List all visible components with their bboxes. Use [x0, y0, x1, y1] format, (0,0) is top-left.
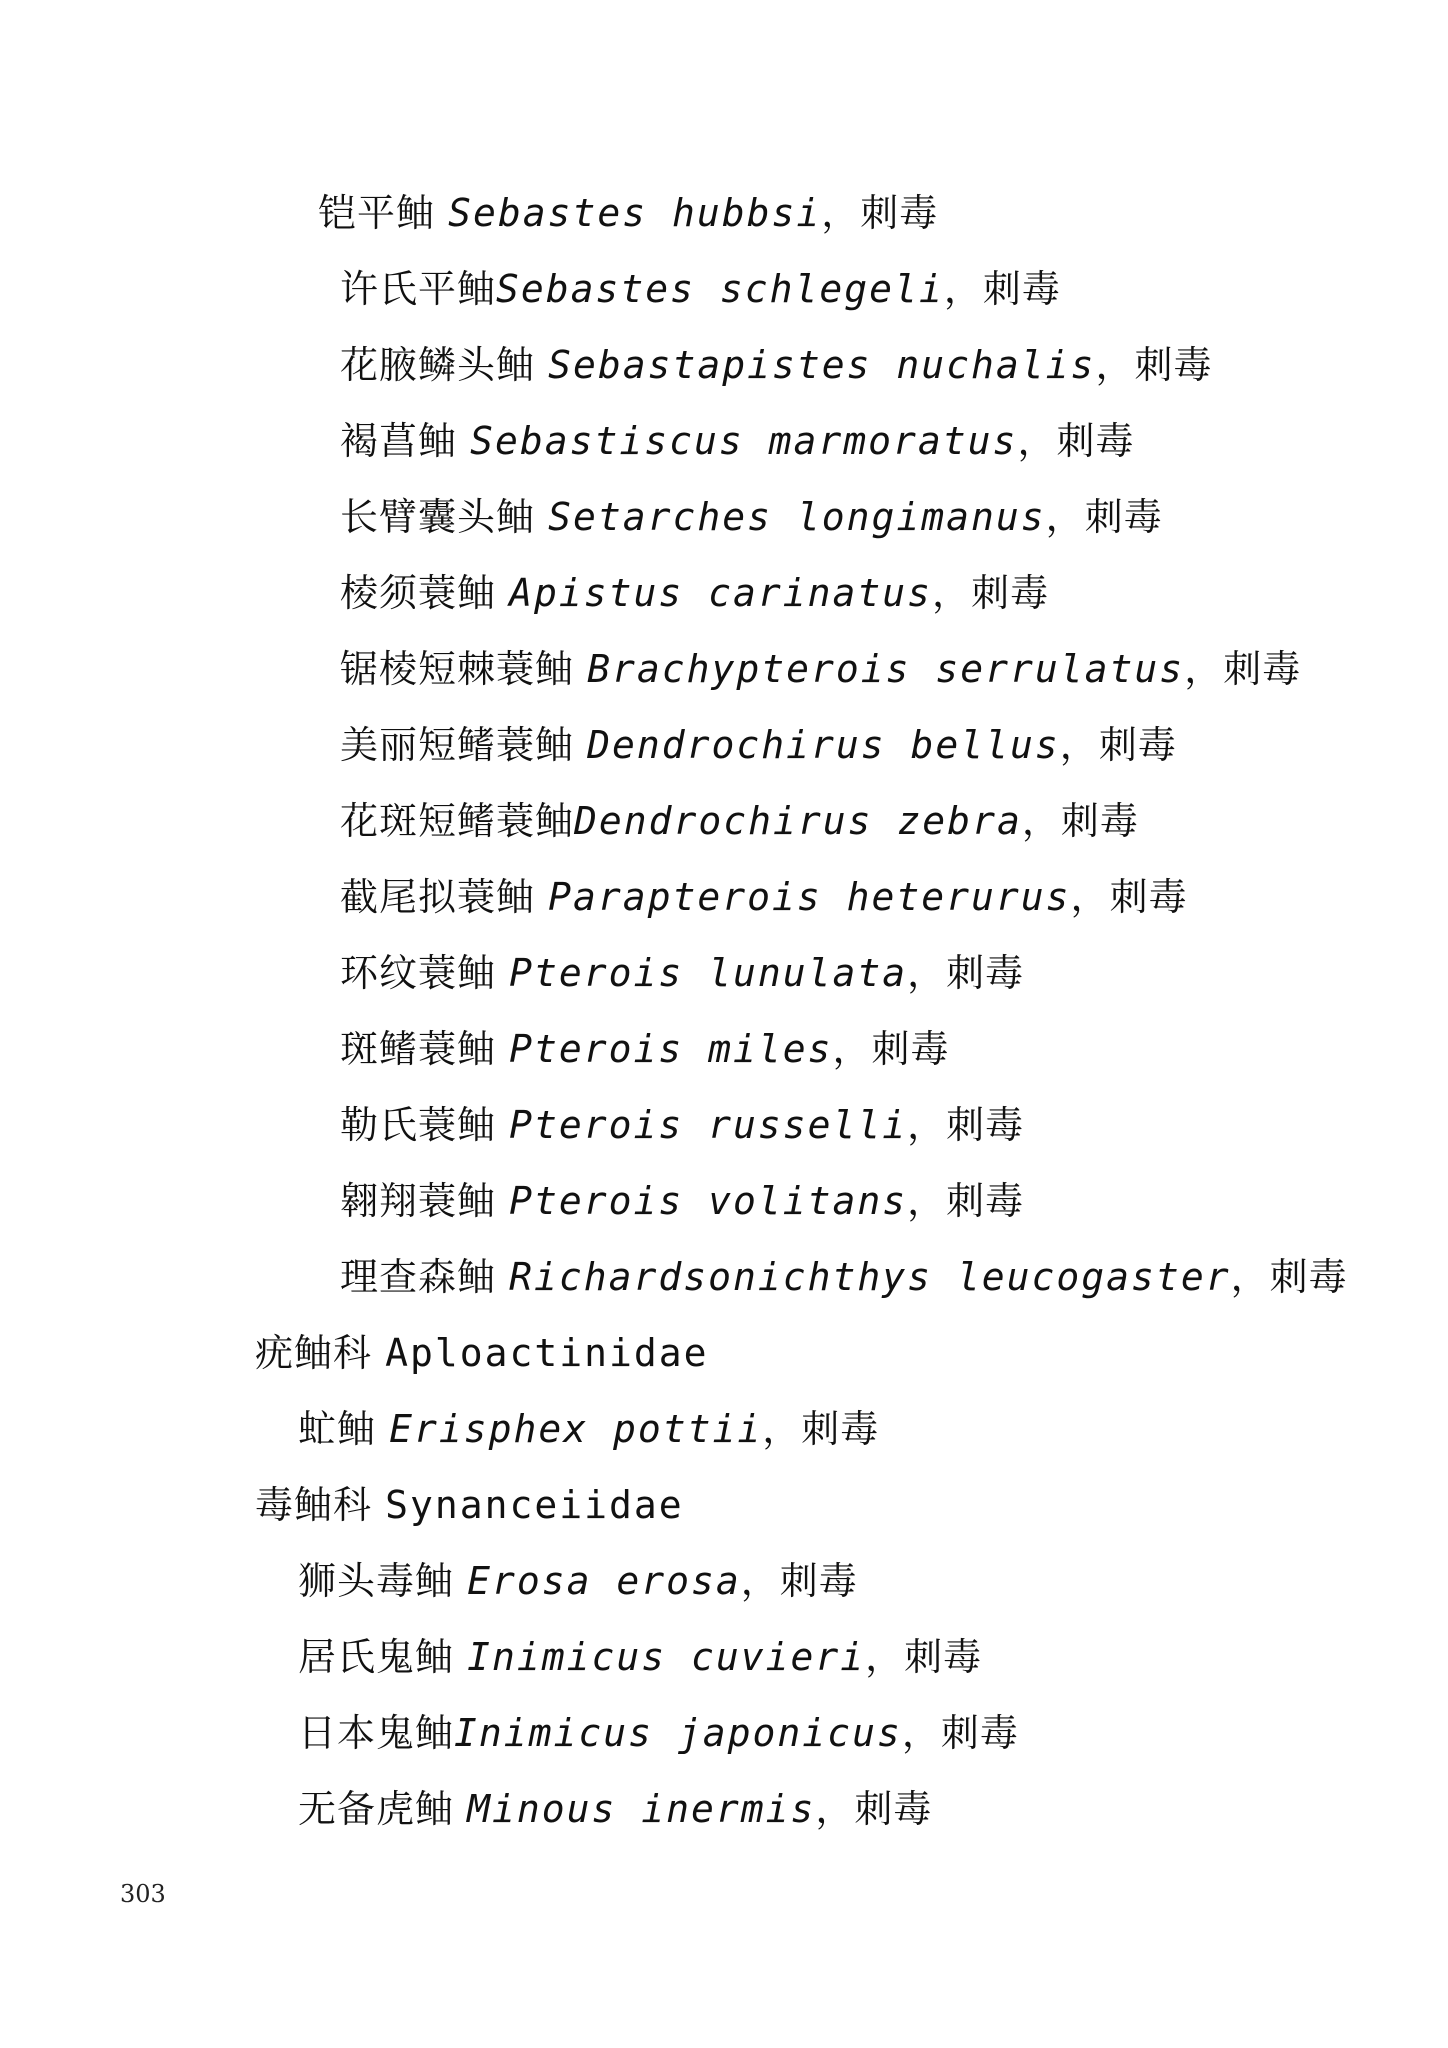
species-entry — [340, 1178, 1024, 1224]
species-scientific-name: Parapterois heterurus — [548, 875, 1071, 919]
species-entry — [340, 418, 1134, 464]
species-entry — [340, 494, 1163, 540]
toxicity-type: 刺毒 — [1056, 419, 1135, 463]
species-entry — [340, 342, 1212, 388]
species-entry — [340, 950, 1024, 996]
species-chinese-name: 锯棱短棘蓑鲉 — [340, 647, 575, 691]
separator: ， — [762, 1407, 802, 1451]
species-entry — [298, 1786, 932, 1832]
separator: ， — [932, 571, 972, 615]
toxicity-type: 刺毒 — [801, 1407, 880, 1451]
separator: ， — [1184, 647, 1224, 691]
species-chinese-name: 美丽短鳍蓑鲉 — [340, 723, 575, 767]
species-chinese-name: 虻鲉 — [298, 1407, 377, 1451]
separator: ， — [1017, 419, 1057, 463]
species-scientific-name: Dendrochirus bellus — [587, 723, 1060, 767]
species-scientific-name: Sebastes hubbsi — [448, 191, 822, 235]
separator: ， — [821, 191, 861, 235]
species-chinese-name: 截尾拟蓑鲉 — [340, 875, 536, 919]
family-latin-name: Aploactinidae — [385, 1331, 709, 1375]
toxicity-type: 刺毒 — [860, 191, 939, 235]
family-heading — [255, 1330, 709, 1376]
species-chinese-name: 勒氏蓑鲉 — [340, 1103, 497, 1147]
separator: ， — [1230, 1255, 1270, 1299]
toxicity-type: 刺毒 — [1109, 875, 1188, 919]
separator: ， — [1021, 799, 1061, 843]
separator: ， — [1059, 723, 1099, 767]
separator: ， — [907, 1103, 947, 1147]
species-entry — [340, 1254, 1348, 1300]
species-scientific-name: Dendrochirus zebra — [574, 799, 1022, 843]
separator: ， — [943, 267, 983, 311]
toxicity-type: 刺毒 — [854, 1787, 933, 1831]
species-entry — [298, 1710, 1019, 1756]
separator: ， — [907, 1179, 947, 1223]
species-entry — [340, 646, 1301, 692]
species-chinese-name: 翱翔蓑鲉 — [340, 1179, 497, 1223]
species-scientific-name: Minous inermis — [467, 1787, 816, 1831]
species-entry — [340, 722, 1177, 768]
species-entry — [340, 266, 1061, 312]
family-latin-name: Synanceiidae — [385, 1483, 684, 1527]
toxicity-type: 刺毒 — [971, 571, 1050, 615]
species-chinese-name: 许氏平鲉 — [340, 267, 497, 311]
species-scientific-name: Brachypterois serrulatus — [587, 647, 1185, 691]
species-chinese-name: 日本鬼鲉 — [298, 1711, 455, 1755]
species-scientific-name: Sebastiscus marmoratus — [470, 419, 1018, 463]
species-scientific-name: Setarches longimanus — [548, 495, 1046, 539]
toxicity-type: 刺毒 — [1269, 1255, 1348, 1299]
separator: ， — [1045, 495, 1085, 539]
species-scientific-name: Pterois miles — [509, 1027, 833, 1071]
species-chinese-name: 无备虎鲉 — [298, 1787, 455, 1831]
species-chinese-name: 花腋鳞头鲉 — [340, 343, 536, 387]
species-scientific-name: Pterois lunulata — [509, 951, 908, 995]
family-heading — [255, 1482, 684, 1528]
species-scientific-name: Pterois volitans — [509, 1179, 908, 1223]
species-scientific-name: Erosa erosa — [467, 1559, 741, 1603]
species-entry — [340, 798, 1139, 844]
toxicity-type: 刺毒 — [982, 267, 1061, 311]
toxicity-type: 刺毒 — [946, 1179, 1025, 1223]
species-chinese-name: 褐菖鲉 — [340, 419, 458, 463]
family-chinese-name: 毒鲉科 — [255, 1483, 373, 1527]
species-scientific-name: Erisphex pottii — [389, 1407, 763, 1451]
species-scientific-name: Sebastes schlegeli — [496, 267, 944, 311]
species-chinese-name: 理查森鲉 — [340, 1255, 497, 1299]
toxicity-type: 刺毒 — [946, 951, 1025, 995]
family-chinese-name: 疣鲉科 — [255, 1331, 373, 1375]
species-chinese-name: 花斑短鳍蓑鲉 — [340, 799, 575, 843]
separator: ， — [740, 1559, 780, 1603]
species-entry — [318, 190, 938, 236]
species-scientific-name: Inimicus cuvieri — [467, 1635, 866, 1679]
species-scientific-name: Apistus carinatus — [509, 571, 933, 615]
toxicity-type: 刺毒 — [1060, 799, 1139, 843]
species-entry — [340, 1026, 950, 1072]
separator: ， — [815, 1787, 855, 1831]
toxicity-type: 刺毒 — [1084, 495, 1163, 539]
toxicity-type: 刺毒 — [1134, 343, 1213, 387]
species-entry — [340, 1102, 1024, 1148]
page-number: 303 — [120, 1880, 166, 1908]
species-scientific-name: Inimicus japonicus — [454, 1711, 902, 1755]
toxicity-type: 刺毒 — [940, 1711, 1019, 1755]
species-entry — [298, 1406, 879, 1452]
species-chinese-name: 狮头毒鲉 — [298, 1559, 455, 1603]
toxicity-type: 刺毒 — [946, 1103, 1025, 1147]
species-scientific-name: Pterois russelli — [509, 1103, 908, 1147]
species-entry — [340, 874, 1188, 920]
separator: ， — [907, 951, 947, 995]
species-chinese-name: 棱须蓑鲉 — [340, 571, 497, 615]
species-entry — [298, 1634, 982, 1680]
toxicity-type: 刺毒 — [904, 1635, 983, 1679]
toxicity-type: 刺毒 — [871, 1027, 950, 1071]
species-chinese-name: 斑鳍蓑鲉 — [340, 1027, 497, 1071]
species-scientific-name: Sebastapistes nuchalis — [548, 343, 1096, 387]
species-chinese-name: 长臂囊头鲉 — [340, 495, 536, 539]
species-entry — [298, 1558, 858, 1604]
separator: ， — [832, 1027, 872, 1071]
species-chinese-name: 居氏鬼鲉 — [298, 1635, 455, 1679]
toxicity-type: 刺毒 — [1098, 723, 1177, 767]
separator: ， — [901, 1711, 941, 1755]
separator: ， — [1095, 343, 1135, 387]
toxicity-type: 刺毒 — [779, 1559, 858, 1603]
separator: ， — [865, 1635, 905, 1679]
species-chinese-name: 环纹蓑鲉 — [340, 951, 497, 995]
species-chinese-name: 铠平鲉 — [318, 191, 436, 235]
separator: ， — [1070, 875, 1110, 919]
species-scientific-name: Richardsonichthys leucogaster — [509, 1255, 1231, 1299]
species-entry — [340, 570, 1049, 616]
toxicity-type: 刺毒 — [1223, 647, 1302, 691]
